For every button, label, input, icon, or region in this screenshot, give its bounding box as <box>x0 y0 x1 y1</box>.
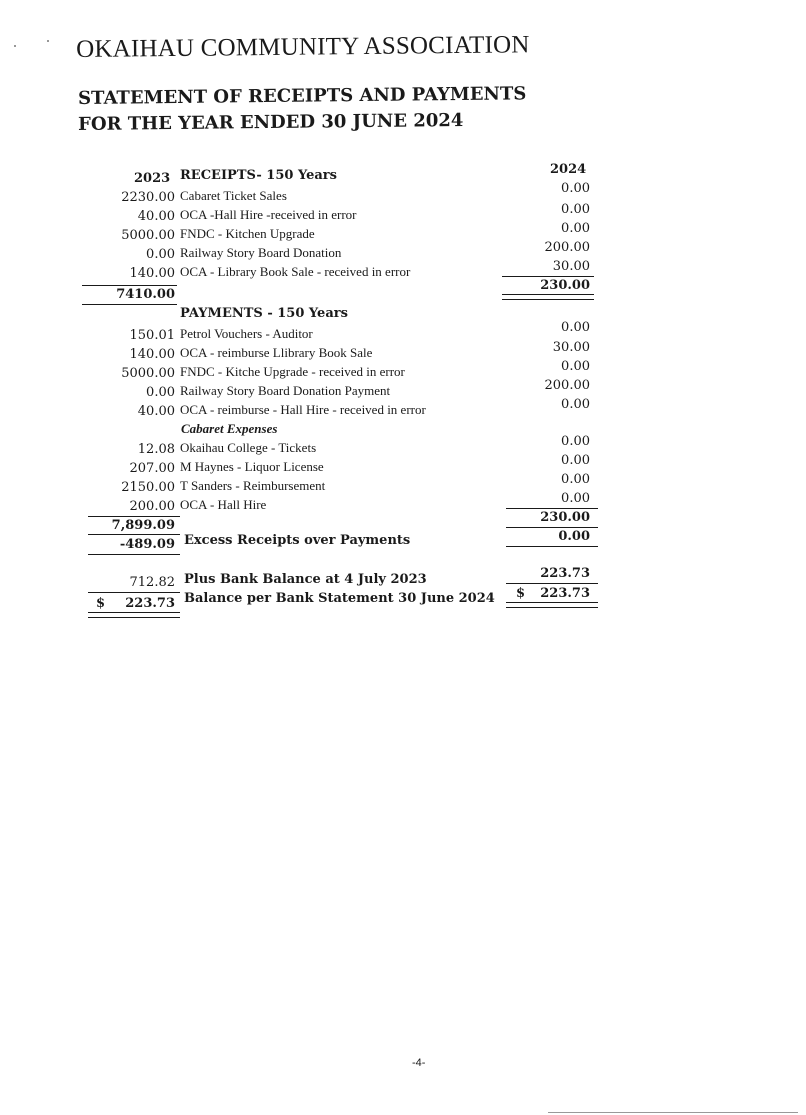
excess-description: Excess Receipts over Payments <box>184 533 411 548</box>
subtotal-rule <box>88 592 180 593</box>
receipt-2024-amount: 0.00 <box>561 221 590 236</box>
currency-symbol-2023: $ <box>96 596 106 611</box>
cabaret-2023-amount: 12.08 <box>137 442 175 457</box>
currency-symbol-2024: $ <box>516 586 526 601</box>
payments-total-2024: 230.00 <box>540 510 590 525</box>
payment-2023-amount: 0.00 <box>146 385 175 400</box>
receipt-description: FNDC - Kitchen Upgrade <box>180 226 315 241</box>
receipt-description: Railway Story Board Donation <box>180 245 342 260</box>
payments-total-2023: 7,899.09 <box>111 518 175 533</box>
subtotal-rule <box>506 508 598 509</box>
opening-balance-2023: 712.82 <box>129 575 175 590</box>
cabaret-2023-amount: 2150.00 <box>121 480 175 495</box>
payment-2023-amount: 40.00 <box>137 404 175 419</box>
cabaret-description: Okaihau College - Tickets <box>180 440 317 455</box>
payment-2024-amount: 0.00 <box>561 397 590 412</box>
receipt-2024-amount: 200.00 <box>544 240 590 255</box>
total-double-rule <box>506 602 598 608</box>
payment-2024-amount: 0.00 <box>561 359 590 374</box>
cabaret-2023-amount: 200.00 <box>129 499 175 514</box>
statement-period: FOR THE YEAR ENDED 30 JUNE 2024 <box>78 109 464 135</box>
opening-balance-2024: 223.73 <box>540 566 590 581</box>
subtotal-rule <box>88 554 180 555</box>
scan-edge-line <box>548 1112 798 1113</box>
receipt-2024-amount: 0.00 <box>561 202 590 217</box>
receipt-2024-amount: 30.00 <box>552 259 590 274</box>
subtotal-rule <box>88 534 180 535</box>
total-double-rule <box>88 612 180 618</box>
receipts-total-2024: 230.00 <box>540 278 590 293</box>
organization-name: OKAIHAU COMMUNITY ASSOCIATION <box>76 31 530 63</box>
receipt-2023-amount: 40.00 <box>137 209 175 224</box>
cabaret-description: M Haynes - Liquor License <box>180 459 324 474</box>
total-rule <box>82 304 177 305</box>
subtotal-rule <box>506 546 598 547</box>
subtotal-rule <box>506 527 598 528</box>
scan-speck <box>14 45 16 47</box>
payment-description: Railway Story Board Donation Payment <box>180 383 391 398</box>
subtotal-rule <box>502 276 594 277</box>
cabaret-2024-amount: 0.00 <box>561 453 590 468</box>
closing-balance-2023: 223.73 <box>125 596 175 611</box>
cabaret-expenses-heading: Cabaret Expenses <box>181 421 278 436</box>
receipt-2023-amount: 140.00 <box>129 266 175 281</box>
payments-heading: PAYMENTS - 150 Years <box>180 306 348 321</box>
receipt-2023-amount: 5000.00 <box>121 228 175 243</box>
column-header-2023: 2023 <box>134 171 171 186</box>
closing-balance-description: Balance per Bank Statement 30 June 2024 <box>184 591 495 606</box>
receipt-description: Cabaret Ticket Sales <box>180 188 287 203</box>
column-header-2024: 2024 <box>550 162 587 177</box>
receipt-description: OCA - Library Book Sale - received in error <box>180 264 411 279</box>
cabaret-description: OCA - Hall Hire <box>180 497 267 512</box>
total-double-rule <box>502 294 594 300</box>
cabaret-2024-amount: 0.00 <box>561 472 590 487</box>
payment-description: OCA - reimburse Llibrary Book Sale <box>180 345 373 360</box>
scan-speck <box>47 40 49 42</box>
excess-2024-amount: 0.00 <box>558 529 590 544</box>
cabaret-description: T Sanders - Reimbursement <box>180 478 326 493</box>
payment-2024-amount: 0.00 <box>561 320 590 335</box>
cabaret-2023-amount: 207.00 <box>129 461 175 476</box>
payment-2023-amount: 140.00 <box>129 347 175 362</box>
cabaret-2024-amount: 0.00 <box>561 434 590 449</box>
receipt-2023-amount: 2230.00 <box>121 190 175 205</box>
receipt-description: OCA -Hall Hire -received in error <box>180 207 357 222</box>
receipt-2023-amount: 0.00 <box>146 247 175 262</box>
subtotal-rule <box>506 583 598 584</box>
payment-2023-amount: 5000.00 <box>121 366 175 381</box>
excess-2023-amount: -489.09 <box>119 537 175 552</box>
payment-2023-amount: 150.01 <box>129 328 175 343</box>
payment-description: OCA - reimburse - Hall Hire - received in error <box>180 402 426 417</box>
subtotal-rule <box>82 285 177 286</box>
closing-balance-2024: 223.73 <box>540 586 590 601</box>
receipts-total-2023: 7410.00 <box>116 287 175 302</box>
receipt-2024-amount: 0.00 <box>561 181 590 196</box>
payment-2024-amount: 200.00 <box>544 378 590 393</box>
subtotal-rule <box>88 516 180 517</box>
cabaret-2024-amount: 0.00 <box>561 491 590 506</box>
payment-description: Petrol Vouchers - Auditor <box>180 326 313 341</box>
payment-description: FNDC - Kitche Upgrade - received in error <box>180 364 405 379</box>
payment-2024-amount: 30.00 <box>552 340 590 355</box>
opening-balance-description: Plus Bank Balance at 4 July 2023 <box>184 572 427 587</box>
receipts-heading: RECEIPTS- 150 Years <box>180 168 337 183</box>
statement-title: STATEMENT OF RECEIPTS AND PAYMENTS <box>78 83 527 109</box>
page-number: -4- <box>412 1057 426 1069</box>
